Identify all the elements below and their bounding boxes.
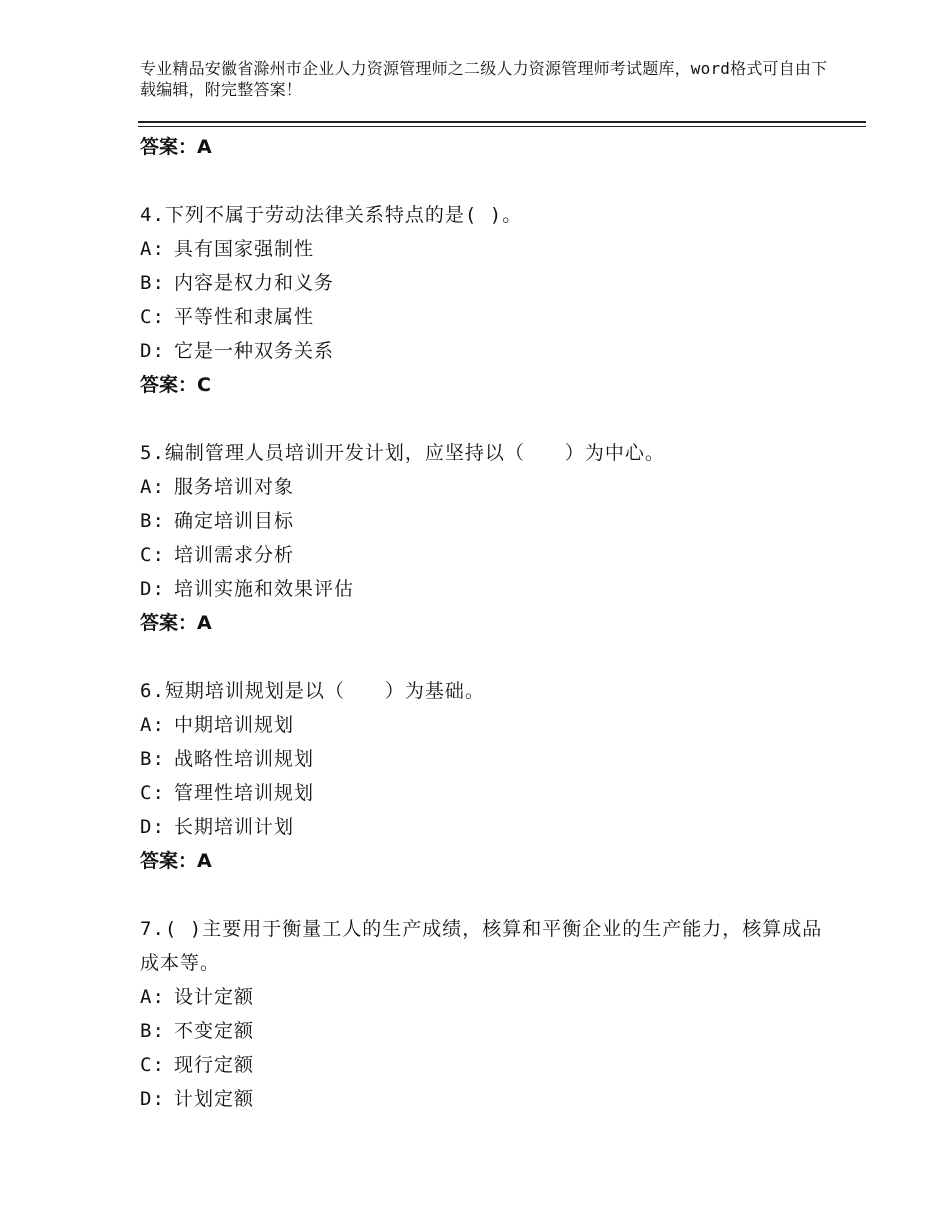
option-letter: A: xyxy=(140,714,165,736)
header-rule-thin xyxy=(138,126,866,127)
answer-label: 答案：A xyxy=(140,850,212,872)
option-d xyxy=(140,810,840,844)
option-letter: A: xyxy=(140,238,165,260)
option-letter: D: xyxy=(140,578,165,600)
answer-label: 答案：A xyxy=(140,612,212,634)
option-text: 服务培训对象 xyxy=(174,476,295,498)
previous-answer: 答案：A xyxy=(140,136,212,158)
option-letter: B: xyxy=(140,1020,165,1042)
question-list xyxy=(140,130,840,1116)
option-letter: D: xyxy=(140,816,165,838)
option-text: 中期培训规划 xyxy=(174,714,295,736)
option-b xyxy=(140,266,840,300)
option-d xyxy=(140,334,840,368)
option-text: 管理性培训规划 xyxy=(174,782,315,804)
option-letter: C: xyxy=(140,544,165,566)
question-title: 7.( )主要用于衡量工人的生产成绩，核算和平衡企业的生产能力，核算成品成本等。 xyxy=(140,918,823,974)
question-title: 6.短期培训规划是以（ ）为基础。 xyxy=(140,680,485,702)
option-text: 培训需求分析 xyxy=(174,544,295,566)
option-c xyxy=(140,300,840,334)
question-4 xyxy=(140,198,840,402)
option-c xyxy=(140,1048,840,1082)
header-text: 专业精品安徽省滁州市企业人力资源管理师之二级人力资源管理师考试题库，word格式可自由下载编辑，附完整答案！ xyxy=(140,59,828,99)
option-text: 设计定额 xyxy=(174,986,255,1008)
option-text: 内容是权力和义务 xyxy=(174,272,335,294)
answer-label: 答案：C xyxy=(140,374,211,396)
option-text: 计划定额 xyxy=(174,1088,255,1110)
option-text: 长期培训计划 xyxy=(174,816,295,838)
option-letter: A: xyxy=(140,476,165,498)
option-c xyxy=(140,538,840,572)
option-text: 不变定额 xyxy=(174,1020,255,1042)
option-text: 平等性和隶属性 xyxy=(174,306,315,328)
option-text: 培训实施和效果评估 xyxy=(174,578,355,600)
option-text: 它是一种双务关系 xyxy=(174,340,335,362)
option-letter: C: xyxy=(140,1054,165,1076)
option-letter: C: xyxy=(140,306,165,328)
question-7 xyxy=(140,912,840,1116)
option-letter: B: xyxy=(140,748,165,770)
option-a xyxy=(140,470,840,504)
option-text: 具有国家强制性 xyxy=(174,238,315,260)
option-a xyxy=(140,708,840,742)
option-text: 战略性培训规划 xyxy=(174,748,315,770)
document-header xyxy=(140,58,840,100)
option-a xyxy=(140,232,840,266)
option-b xyxy=(140,1014,840,1048)
option-d xyxy=(140,572,840,606)
option-letter: B: xyxy=(140,510,165,532)
option-d xyxy=(140,1082,840,1116)
option-text: 现行定额 xyxy=(174,1054,255,1076)
question-title: 5.编制管理人员培训开发计划，应坚持以（ ）为中心。 xyxy=(140,442,665,464)
question-6 xyxy=(140,674,840,878)
option-b xyxy=(140,742,840,776)
option-letter: D: xyxy=(140,1088,165,1110)
option-letter: B: xyxy=(140,272,165,294)
option-text: 确定培训目标 xyxy=(174,510,295,532)
question-5 xyxy=(140,436,840,640)
option-letter: C: xyxy=(140,782,165,804)
option-letter: D: xyxy=(140,340,165,362)
option-a xyxy=(140,980,840,1014)
option-c xyxy=(140,776,840,810)
option-letter: A: xyxy=(140,986,165,1008)
header-rule-thick xyxy=(138,121,866,123)
question-title: 4.下列不属于劳动法律关系特点的是( )。 xyxy=(140,204,523,226)
option-b xyxy=(140,504,840,538)
